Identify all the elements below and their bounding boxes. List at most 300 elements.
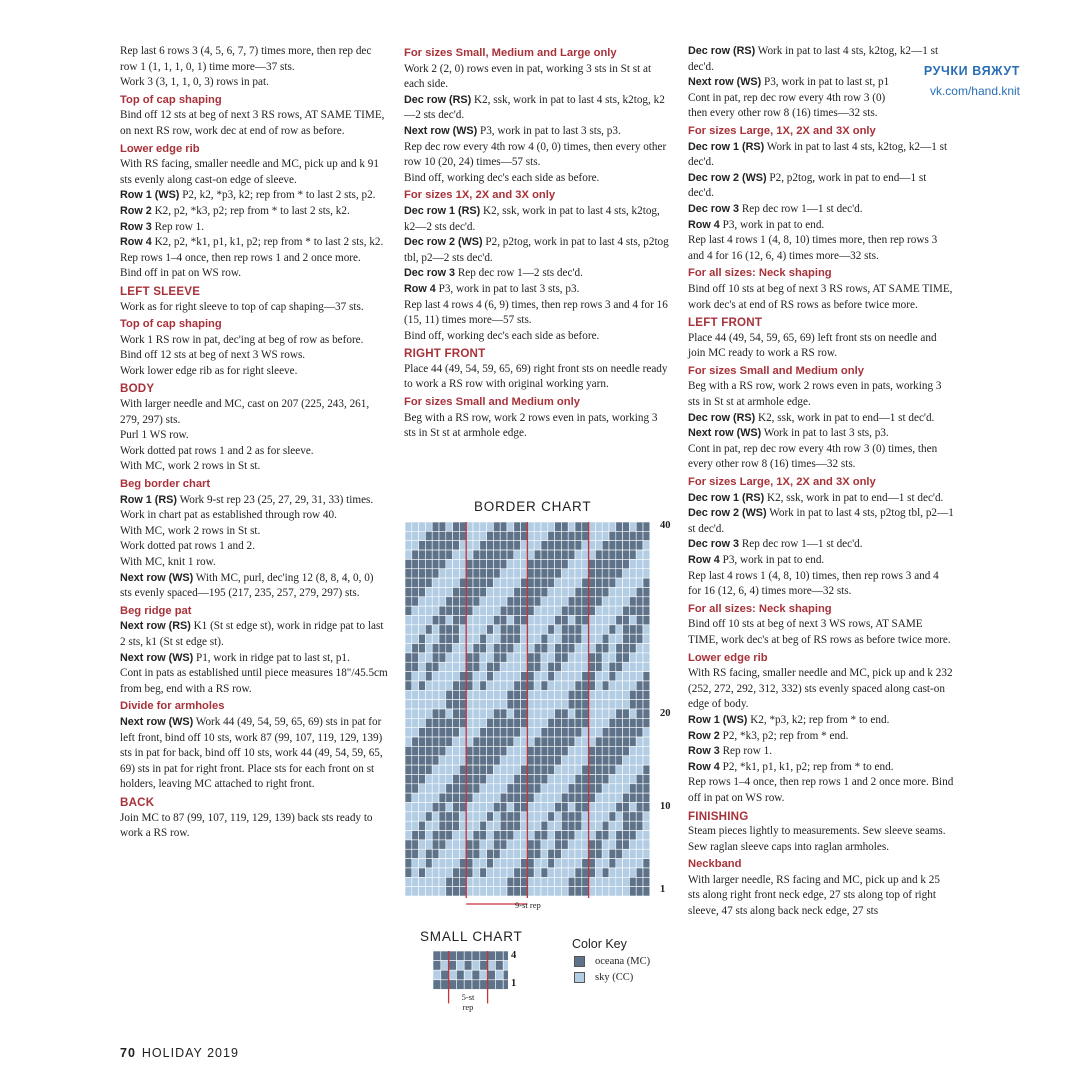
chart-stitch <box>534 625 541 634</box>
chart-stitch <box>425 831 432 840</box>
chart-stitch <box>453 559 460 568</box>
instruction-row <box>404 204 670 235</box>
chart-stitch <box>548 774 555 783</box>
chart-stitch <box>446 877 453 886</box>
chart-stitch <box>432 634 439 643</box>
chart-stitch <box>473 700 480 709</box>
instruction-row <box>688 411 954 427</box>
chart-stitch <box>480 700 487 709</box>
chart-stitch <box>521 606 528 615</box>
chart-stitch <box>575 746 582 755</box>
chart-stitch <box>527 531 534 540</box>
chart-stitch <box>623 625 630 634</box>
chart-stitch <box>643 849 650 858</box>
chart-stitch <box>527 625 534 634</box>
chart-stitch <box>480 868 487 877</box>
chart-stitch <box>568 700 575 709</box>
chart-stitch <box>419 821 426 830</box>
chart-stitch <box>500 765 507 774</box>
chart-stitch <box>623 522 630 531</box>
chart-stitch <box>561 803 568 812</box>
chart-stitch <box>453 690 460 699</box>
chart-stitch <box>412 849 419 858</box>
chart-stitch <box>514 812 521 821</box>
chart-stitch <box>589 728 596 737</box>
chart-stitch <box>595 859 602 868</box>
chart-stitch <box>521 887 528 896</box>
chart-stitch <box>643 803 650 812</box>
chart-stitch <box>582 709 589 718</box>
paragraph: With MC, work 2 rows in St st. <box>120 524 261 537</box>
chart-stitch <box>575 728 582 737</box>
paragraph: Rep last 6 rows 3 (4, 5, 6, 7, 7) times more, then rep dec row 1 (1, 1, 1, 0, 1) time more—37 sts. <box>120 45 372 73</box>
instruction-row <box>688 729 954 745</box>
chart-stitch <box>623 690 630 699</box>
chart-stitch <box>453 849 460 858</box>
chart-stitch <box>623 887 630 896</box>
chart-stitch <box>487 634 494 643</box>
chart-stitch <box>459 625 466 634</box>
chart-stitch <box>514 840 521 849</box>
chart-stitch <box>487 737 494 746</box>
chart-stitch <box>527 662 534 671</box>
chart-stitch <box>534 690 541 699</box>
chart-stitch <box>500 784 507 793</box>
chart-stitch <box>521 559 528 568</box>
chart-stitch <box>487 597 494 606</box>
border-chart-row-label-40: 40 <box>660 520 671 531</box>
chart-stitch <box>589 831 596 840</box>
chart-stitch <box>643 550 650 559</box>
chart-stitch <box>514 578 521 587</box>
chart-stitch <box>514 597 521 606</box>
chart-stitch <box>514 569 521 578</box>
chart-stitch <box>636 859 643 868</box>
chart-stitch <box>419 765 426 774</box>
chart-stitch <box>514 849 521 858</box>
instruction-row <box>688 713 954 729</box>
chart-stitch <box>575 887 582 896</box>
chart-stitch <box>582 737 589 746</box>
border-chart-rep-label: 9-st rep <box>515 900 541 910</box>
chart-stitch <box>568 709 575 718</box>
chart-stitch <box>548 746 555 755</box>
small-chart-stitch <box>449 980 457 990</box>
row-text: Rep row 1. <box>719 745 772 758</box>
chart-stitch <box>432 662 439 671</box>
instruction-row <box>404 93 670 124</box>
chart-stitch <box>514 681 521 690</box>
chart-stitch <box>609 812 616 821</box>
chart-stitch <box>568 625 575 634</box>
chart-stitch <box>439 821 446 830</box>
row-lead: Dec row 2 (WS) <box>404 236 483 249</box>
section-heading: LEFT FRONT <box>688 316 763 330</box>
sky-swatch <box>574 972 585 983</box>
chart-stitch <box>459 812 466 821</box>
chart-stitch <box>459 877 466 886</box>
small-chart-stitch <box>449 970 457 980</box>
chart-stitch <box>616 718 623 727</box>
chart-stitch <box>636 616 643 625</box>
chart-stitch <box>459 859 466 868</box>
chart-stitch <box>521 578 528 587</box>
instruction-row <box>688 553 954 569</box>
chart-stitch <box>602 877 609 886</box>
chart-stitch <box>561 821 568 830</box>
small-chart-stitch <box>456 980 464 990</box>
chart-stitch <box>609 746 616 755</box>
chart-stitch <box>419 831 426 840</box>
chart-stitch <box>507 653 514 662</box>
chart-stitch <box>425 812 432 821</box>
chart-stitch <box>555 849 562 858</box>
chart-stitch <box>568 831 575 840</box>
chart-stitch <box>453 597 460 606</box>
chart-stitch <box>439 541 446 550</box>
chart-stitch <box>609 831 616 840</box>
chart-stitch <box>412 868 419 877</box>
chart-stitch <box>466 709 473 718</box>
chart-stitch <box>439 522 446 531</box>
chart-stitch <box>568 746 575 755</box>
chart-stitch <box>412 531 419 540</box>
chart-stitch <box>439 531 446 540</box>
chart-stitch <box>609 718 616 727</box>
chart-stitch <box>629 887 636 896</box>
chart-stitch <box>487 569 494 578</box>
chart-stitch <box>521 840 528 849</box>
chart-stitch <box>419 634 426 643</box>
chart-stitch <box>473 718 480 727</box>
small-chart-stitch <box>503 951 508 961</box>
chart-stitch <box>616 784 623 793</box>
chart-stitch <box>527 653 534 662</box>
chart-stitch <box>480 625 487 634</box>
chart-stitch <box>446 849 453 858</box>
chart-stitch <box>466 634 473 643</box>
chart-stitch <box>541 541 548 550</box>
chart-stitch <box>459 765 466 774</box>
paragraph: Steam pieces lightly to measurements. Sew sleeve seams. Sew raglan sleeve caps into raglan armholes. <box>688 825 946 853</box>
chart-stitch <box>487 616 494 625</box>
chart-stitch <box>616 849 623 858</box>
chart-stitch <box>453 728 460 737</box>
chart-stitch <box>446 840 453 849</box>
chart-stitch <box>514 709 521 718</box>
chart-stitch <box>521 877 528 886</box>
chart-stitch <box>432 765 439 774</box>
chart-stitch <box>629 690 636 699</box>
chart-stitch <box>609 700 616 709</box>
row-text: P2, k2, *p3, k2; rep from * to last 2 sts, p2. <box>179 189 376 202</box>
chart-stitch <box>521 831 528 840</box>
chart-stitch <box>412 522 419 531</box>
chart-stitch <box>643 868 650 877</box>
chart-stitch <box>466 531 473 540</box>
chart-stitch <box>466 616 473 625</box>
chart-stitch <box>480 522 487 531</box>
chart-stitch <box>493 746 500 755</box>
small-chart-stitch <box>449 961 457 971</box>
chart-stitch <box>636 877 643 886</box>
instruction-row <box>120 220 388 236</box>
chart-stitch <box>419 756 426 765</box>
chart-stitch <box>616 859 623 868</box>
chart-stitch <box>487 877 494 886</box>
chart-stitch <box>602 746 609 755</box>
chart-stitch <box>473 709 480 718</box>
small-chart-stitch <box>449 951 457 961</box>
chart-stitch <box>466 606 473 615</box>
chart-stitch <box>534 774 541 783</box>
chart-stitch <box>412 681 419 690</box>
chart-stitch <box>439 877 446 886</box>
chart-stitch <box>419 606 426 615</box>
section-heading: Top of cap shaping <box>120 318 222 331</box>
chart-stitch <box>602 709 609 718</box>
chart-stitch <box>459 774 466 783</box>
chart-stitch <box>453 737 460 746</box>
chart-stitch <box>439 662 446 671</box>
chart-stitch <box>589 812 596 821</box>
chart-stitch <box>561 550 568 559</box>
chart-stitch <box>602 653 609 662</box>
chart-stitch <box>466 840 473 849</box>
chart-stitch <box>425 700 432 709</box>
chart-stitch <box>609 737 616 746</box>
chart-stitch <box>507 737 514 746</box>
chart-stitch <box>432 606 439 615</box>
chart-stitch <box>534 793 541 802</box>
chart-stitch <box>582 616 589 625</box>
chart-stitch <box>405 541 412 550</box>
chart-stitch <box>602 597 609 606</box>
chart-stitch <box>589 625 596 634</box>
chart-stitch <box>446 681 453 690</box>
chart-stitch <box>616 616 623 625</box>
paragraph: With RS facing, smaller needle and MC, pick up and k 91 sts evenly along cast-on edge of sleeve. <box>120 158 379 186</box>
chart-stitch <box>425 587 432 596</box>
chart-stitch <box>466 774 473 783</box>
chart-stitch <box>534 644 541 653</box>
chart-stitch <box>575 578 582 587</box>
instruction-row <box>688 171 954 202</box>
chart-stitch <box>616 887 623 896</box>
paragraph: Work dotted pat rows 1 and 2 as for sleeve. <box>120 444 314 457</box>
chart-stitch <box>636 625 643 634</box>
chart-stitch <box>589 690 596 699</box>
chart-stitch <box>439 709 446 718</box>
chart-stitch <box>507 662 514 671</box>
instruction-row <box>688 140 954 171</box>
chart-stitch <box>629 877 636 886</box>
chart-stitch <box>629 625 636 634</box>
chart-stitch <box>412 578 419 587</box>
instruction-row <box>688 506 954 537</box>
chart-stitch <box>636 587 643 596</box>
chart-stitch <box>419 681 426 690</box>
chart-stitch <box>527 690 534 699</box>
chart-stitch <box>568 756 575 765</box>
chart-stitch <box>487 774 494 783</box>
chart-stitch <box>500 597 507 606</box>
chart-stitch <box>453 578 460 587</box>
chart-stitch <box>500 868 507 877</box>
chart-stitch <box>487 756 494 765</box>
instruction-row <box>120 715 388 793</box>
chart-stitch <box>466 569 473 578</box>
chart-stitch <box>507 877 514 886</box>
chart-stitch <box>480 746 487 755</box>
chart-stitch <box>582 718 589 727</box>
chart-stitch <box>480 784 487 793</box>
chart-stitch <box>521 812 528 821</box>
chart-stitch <box>412 606 419 615</box>
chart-stitch <box>480 774 487 783</box>
chart-stitch <box>589 737 596 746</box>
chart-stitch <box>568 877 575 886</box>
chart-stitch <box>609 868 616 877</box>
instruction-row <box>120 204 388 220</box>
chart-stitch <box>473 559 480 568</box>
chart-stitch <box>480 653 487 662</box>
chart-stitch <box>473 765 480 774</box>
chart-stitch <box>521 672 528 681</box>
chart-stitch <box>412 559 419 568</box>
chart-stitch <box>521 784 528 793</box>
chart-stitch <box>432 587 439 596</box>
chart-stitch <box>507 859 514 868</box>
chart-stitch <box>629 728 636 737</box>
chart-stitch <box>629 756 636 765</box>
chart-stitch <box>575 559 582 568</box>
row-lead: Next row (WS) <box>120 715 194 728</box>
chart-stitch <box>602 606 609 615</box>
chart-stitch <box>541 756 548 765</box>
instruction-row <box>688 44 954 75</box>
chart-stitch <box>521 849 528 858</box>
chart-stitch <box>487 644 494 653</box>
chart-stitch <box>473 690 480 699</box>
chart-stitch <box>466 522 473 531</box>
chart-stitch <box>521 709 528 718</box>
chart-stitch <box>616 550 623 559</box>
paragraph: With RS facing, smaller needle and MC, pick up and k 232 (252, 272, 292, 312, 332) sts evenly spaced along cast-on edge of body. <box>688 667 953 711</box>
chart-stitch <box>412 625 419 634</box>
chart-stitch <box>493 774 500 783</box>
chart-stitch <box>541 765 548 774</box>
chart-stitch <box>446 700 453 709</box>
chart-stitch <box>582 597 589 606</box>
chart-stitch <box>623 840 630 849</box>
chart-stitch <box>609 877 616 886</box>
chart-stitch <box>432 709 439 718</box>
chart-stitch <box>595 672 602 681</box>
chart-stitch <box>643 887 650 896</box>
chart-stitch <box>623 812 630 821</box>
chart-stitch <box>500 887 507 896</box>
chart-stitch <box>439 849 446 858</box>
watermark-url[interactable]: vk.com/hand.knit <box>929 84 1020 98</box>
chart-stitch <box>575 840 582 849</box>
chart-stitch <box>466 887 473 896</box>
chart-stitch <box>493 737 500 746</box>
row-text: Work in pat to last 4 sts, k2tog, k2—1 st dec'd. <box>688 45 939 73</box>
chart-stitch <box>548 756 555 765</box>
chart-stitch <box>555 644 562 653</box>
chart-stitch <box>419 662 426 671</box>
chart-stitch <box>582 700 589 709</box>
chart-stitch <box>500 756 507 765</box>
chart-stitch <box>602 737 609 746</box>
chart-stitch <box>514 522 521 531</box>
chart-stitch <box>568 774 575 783</box>
chart-stitch <box>555 541 562 550</box>
chart-stitch <box>514 644 521 653</box>
chart-stitch <box>643 877 650 886</box>
row-lead: Next row (WS) <box>120 651 194 664</box>
chart-stitch <box>473 859 480 868</box>
chart-stitch <box>480 606 487 615</box>
chart-stitch <box>548 522 555 531</box>
chart-stitch <box>568 728 575 737</box>
chart-stitch <box>561 812 568 821</box>
chart-stitch <box>534 803 541 812</box>
chart-stitch <box>575 709 582 718</box>
chart-stitch <box>555 653 562 662</box>
chart-stitch <box>555 756 562 765</box>
chart-stitch <box>582 653 589 662</box>
chart-stitch <box>636 531 643 540</box>
chart-stitch <box>609 531 616 540</box>
chart-stitch <box>602 887 609 896</box>
chart-stitch <box>541 718 548 727</box>
paragraph: Rep dec row every 4th row 4 (0, 0) times, then every other row 10 (20, 24) times—57 sts. <box>404 140 667 169</box>
chart-stitch <box>534 709 541 718</box>
chart-stitch <box>446 606 453 615</box>
chart-stitch <box>575 690 582 699</box>
chart-stitch <box>541 672 548 681</box>
chart-stitch <box>419 653 426 662</box>
chart-stitch <box>629 737 636 746</box>
chart-stitch <box>405 662 412 671</box>
chart-stitch <box>595 728 602 737</box>
chart-stitch <box>548 821 555 830</box>
section-heading: Beg ridge pat <box>120 604 192 617</box>
small-chart-stitch <box>488 961 496 971</box>
chart-stitch <box>425 606 432 615</box>
chart-stitch <box>480 765 487 774</box>
chart-stitch <box>527 859 534 868</box>
chart-stitch <box>541 597 548 606</box>
chart-stitch <box>582 868 589 877</box>
chart-stitch <box>425 634 432 643</box>
chart-stitch <box>453 877 460 886</box>
chart-stitch <box>629 709 636 718</box>
small-chart-stitch <box>433 951 441 961</box>
row-lead: Dec row 3 <box>688 202 740 215</box>
chart-stitch <box>575 541 582 550</box>
chart-stitch <box>514 831 521 840</box>
chart-stitch <box>432 578 439 587</box>
chart-stitch <box>629 644 636 653</box>
row-text: P2, *k1, p1, k1, p2; rep from * to end. <box>719 760 894 773</box>
chart-stitch <box>561 887 568 896</box>
row-lead: Row 1 (WS) <box>688 713 748 726</box>
chart-stitch <box>623 877 630 886</box>
chart-stitch <box>425 774 432 783</box>
